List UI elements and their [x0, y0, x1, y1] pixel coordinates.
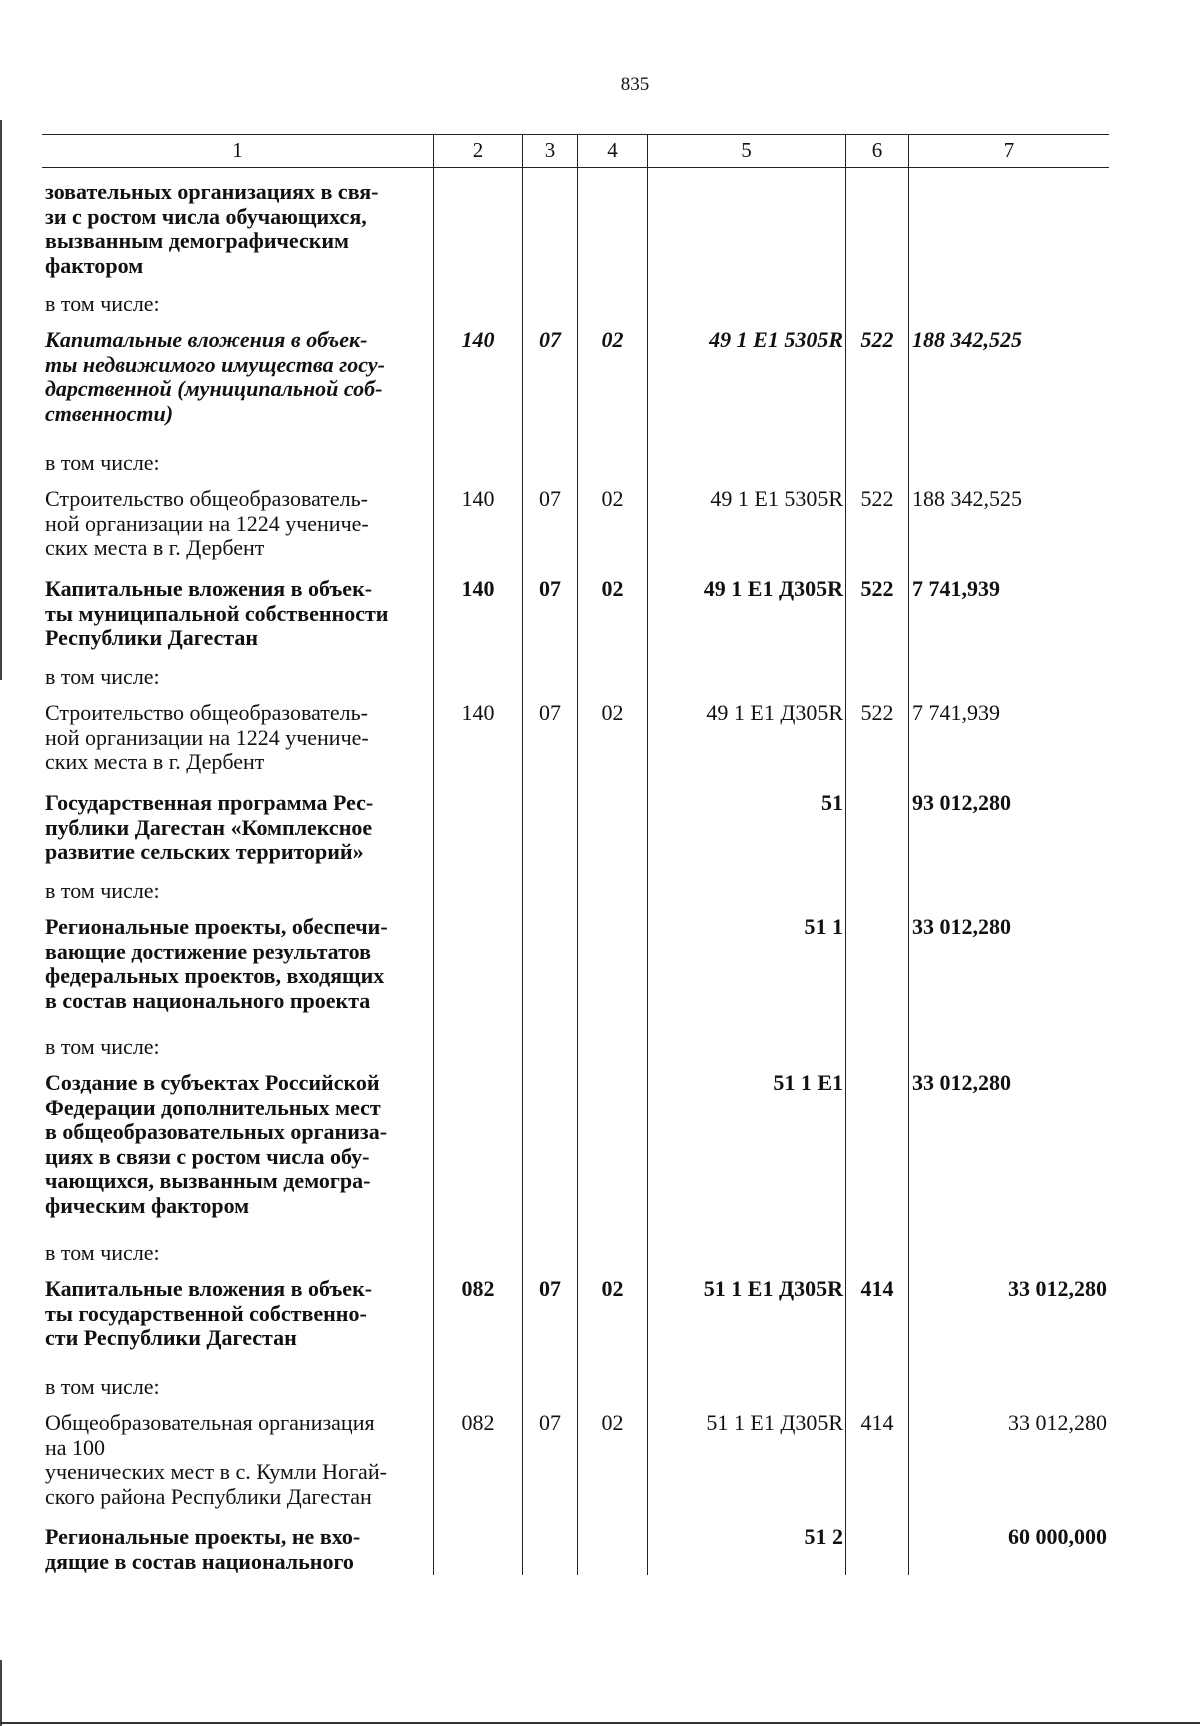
row-code-ministry	[434, 653, 523, 689]
row-code-subsection: 02	[578, 475, 648, 565]
row-code-section: 07	[523, 475, 578, 565]
row-code-section	[523, 1513, 578, 1575]
row-code-target	[648, 1023, 846, 1059]
table-row	[42, 1229, 1109, 1265]
row-code-ministry: 082	[434, 1265, 523, 1363]
row-description: Региональные проекты, не вхо- дящие в состав национального	[42, 1513, 434, 1575]
row-code-ministry	[434, 1059, 523, 1229]
header-col-2: 2	[434, 135, 523, 167]
row-code-expense-type: 414	[846, 1399, 909, 1513]
row-code-target: 51	[648, 779, 846, 867]
row-code-expense-type	[846, 1363, 909, 1399]
row-code-subsection: 02	[578, 1399, 648, 1513]
row-description: в том числе:	[42, 1363, 434, 1399]
row-description: Создание в субъектах Российской Федерации дополнительных мест в общеобразовательных организа- циях в связи с ростом числа обу- чающихся, вызванным демогра- фическим фактором	[42, 1059, 434, 1229]
row-code-subsection: 02	[578, 316, 648, 439]
page-number: 835	[620, 74, 650, 95]
row-code-subsection: 02	[578, 1265, 648, 1363]
row-description: в том числе:	[42, 280, 434, 316]
header-col-5: 5	[648, 135, 846, 167]
row-code-section	[523, 867, 578, 903]
budget-table	[42, 134, 1109, 1575]
row-code-subsection	[578, 779, 648, 867]
row-description: в том числе:	[42, 653, 434, 689]
table-row	[42, 1363, 1109, 1399]
row-code-target: 51 1 E1 Д305R	[648, 1399, 846, 1513]
row-amount: 33 012,280	[912, 914, 1011, 939]
row-code-target: 51 1 E1	[648, 1059, 846, 1229]
scan-edge-left-lower	[0, 1660, 2, 1726]
row-code-subsection	[578, 1363, 648, 1399]
table-row	[42, 168, 1109, 280]
row-amount: 33 012,280	[1008, 1276, 1107, 1301]
row-code-ministry: 140	[434, 565, 523, 653]
row-code-subsection	[578, 903, 648, 1023]
row-code-ministry: 140	[434, 475, 523, 565]
row-code-expense-type: 522	[846, 565, 909, 653]
table-row	[42, 439, 1109, 475]
row-description: Капитальные вложения в объек- ты недвижимого имущества госу- дарственной (муниципальной соб- ственности)	[42, 316, 434, 439]
row-amount: 7 741,939	[912, 700, 1000, 725]
row-description: Капитальные вложения в объек- ты государственной собственно- сти Республики Дагестан	[42, 1265, 434, 1363]
row-code-section	[523, 1363, 578, 1399]
row-code-expense-type	[846, 1229, 909, 1265]
row-code-target: 49 1 E1 Д305R	[648, 689, 846, 779]
row-amount	[909, 280, 1109, 316]
row-amount: 33 012,280	[912, 1070, 1011, 1095]
table-row	[42, 1059, 1109, 1229]
row-code-subsection	[578, 867, 648, 903]
row-code-ministry	[434, 280, 523, 316]
row-code-section: 07	[523, 565, 578, 653]
row-code-ministry: 140	[434, 316, 523, 439]
row-code-ministry	[434, 779, 523, 867]
row-code-subsection	[578, 1513, 648, 1575]
row-code-target	[648, 653, 846, 689]
row-code-ministry	[434, 1363, 523, 1399]
row-code-subsection	[578, 1059, 648, 1229]
row-code-ministry: 140	[434, 689, 523, 779]
row-amount	[909, 168, 1109, 280]
row-code-subsection	[578, 1229, 648, 1265]
table-row	[42, 1399, 1109, 1513]
row-amount: 188 342,525	[912, 327, 1022, 352]
row-amount: 93 012,280	[912, 790, 1011, 815]
row-code-target	[648, 867, 846, 903]
row-code-ministry	[434, 1023, 523, 1059]
row-code-expense-type	[846, 1513, 909, 1575]
row-code-section	[523, 1059, 578, 1229]
row-amount: 33 012,280	[1008, 1410, 1107, 1435]
row-code-section	[523, 439, 578, 475]
row-code-target: 51 1	[648, 903, 846, 1023]
row-code-ministry	[434, 1513, 523, 1575]
row-code-target	[648, 439, 846, 475]
header-col-6: 6	[846, 135, 909, 167]
row-code-ministry: 082	[434, 1399, 523, 1513]
table-header-row	[42, 134, 1109, 168]
row-code-target	[648, 1363, 846, 1399]
table-row	[42, 565, 1109, 653]
row-code-ministry	[434, 168, 523, 280]
table-row	[42, 280, 1109, 316]
row-code-ministry	[434, 903, 523, 1023]
row-description: Общеобразовательная организация на 100 ученических мест в с. Кумли Ногай- ского района Республики Дагестан	[42, 1399, 434, 1513]
table-row	[42, 689, 1109, 779]
row-code-ministry	[434, 1229, 523, 1265]
row-amount	[909, 1229, 1109, 1265]
row-code-expense-type	[846, 1023, 909, 1059]
row-code-section: 07	[523, 316, 578, 439]
row-code-section	[523, 280, 578, 316]
header-col-3: 3	[523, 135, 578, 167]
row-code-ministry	[434, 439, 523, 475]
scan-edge-left	[0, 120, 2, 680]
table-body	[42, 168, 1109, 1575]
row-code-expense-type: 522	[846, 475, 909, 565]
row-code-section: 07	[523, 1265, 578, 1363]
row-code-expense-type: 522	[846, 689, 909, 779]
row-amount: 7 741,939	[912, 576, 1000, 601]
row-description: Государственная программа Рес- публики Дагестан «Комплексное развитие сельских территорий»	[42, 779, 434, 867]
row-code-target: 51 2	[648, 1513, 846, 1575]
row-code-target	[648, 1229, 846, 1265]
table-row	[42, 867, 1109, 903]
row-code-subsection: 02	[578, 689, 648, 779]
row-code-section	[523, 1229, 578, 1265]
row-code-subsection	[578, 168, 648, 280]
row-code-section	[523, 779, 578, 867]
row-amount: 60 000,000	[1008, 1524, 1107, 1549]
row-code-target: 51 1 E1 Д305R	[648, 1265, 846, 1363]
row-code-target	[648, 280, 846, 316]
row-amount	[909, 867, 1109, 903]
row-code-section	[523, 903, 578, 1023]
row-code-expense-type	[846, 903, 909, 1023]
row-code-subsection	[578, 653, 648, 689]
row-description: в том числе:	[42, 1229, 434, 1265]
table-row	[42, 1023, 1109, 1059]
row-description: Капитальные вложения в объек- ты муниципальной собственности Республики Дагестан	[42, 565, 434, 653]
row-amount	[909, 439, 1109, 475]
header-col-7: 7	[1003, 138, 1015, 162]
row-code-section	[523, 168, 578, 280]
row-description: Строительство общеобразователь- ной организации на 1224 учениче- ских места в г. Дербент	[42, 475, 434, 565]
table-row	[42, 903, 1109, 1023]
row-code-expense-type	[846, 168, 909, 280]
row-description: Строительство общеобразователь- ной организации на 1224 учениче- ских места в г. Дербент	[42, 689, 434, 779]
row-amount	[909, 653, 1109, 689]
row-code-section	[523, 653, 578, 689]
row-code-target: 49 1 E1 5305R	[648, 316, 846, 439]
row-description: в том числе:	[42, 439, 434, 475]
table-row	[42, 475, 1109, 565]
row-amount: 188 342,525	[912, 486, 1022, 511]
row-code-expense-type	[846, 779, 909, 867]
row-code-expense-type: 414	[846, 1265, 909, 1363]
header-col-1: 1	[42, 135, 434, 167]
row-description: Региональные проекты, обеспечи- вающие достижение результатов федеральных проектов, входящих в состав национального проекта	[42, 903, 434, 1023]
row-code-subsection	[578, 1023, 648, 1059]
header-col-4: 4	[578, 135, 648, 167]
row-description: в том числе:	[42, 1023, 434, 1059]
table-row	[42, 779, 1109, 867]
row-code-section: 07	[523, 689, 578, 779]
row-code-expense-type	[846, 653, 909, 689]
row-code-subsection	[578, 280, 648, 316]
row-code-target: 49 1 E1 5305R	[648, 475, 846, 565]
row-code-subsection	[578, 439, 648, 475]
table-row	[42, 653, 1109, 689]
row-amount	[909, 1023, 1109, 1059]
scan-edge-bottom	[0, 1722, 1200, 1724]
row-description: в том числе:	[42, 867, 434, 903]
table-row	[42, 1513, 1109, 1575]
row-code-expense-type	[846, 1059, 909, 1229]
row-code-subsection: 02	[578, 565, 648, 653]
row-code-target	[648, 168, 846, 280]
row-code-expense-type	[846, 867, 909, 903]
row-code-expense-type	[846, 439, 909, 475]
row-code-section	[523, 1023, 578, 1059]
row-code-section: 07	[523, 1399, 578, 1513]
row-amount	[909, 1363, 1109, 1399]
row-description: зовательных организациях в свя- зи с ростом числа обучающихся, вызванным демографическим фактором	[42, 168, 434, 280]
row-code-ministry	[434, 867, 523, 903]
row-code-target: 49 1 E1 Д305R	[648, 565, 846, 653]
row-code-expense-type: 522	[846, 316, 909, 439]
table-row	[42, 316, 1109, 439]
table-row	[42, 1265, 1109, 1363]
row-code-expense-type	[846, 280, 909, 316]
